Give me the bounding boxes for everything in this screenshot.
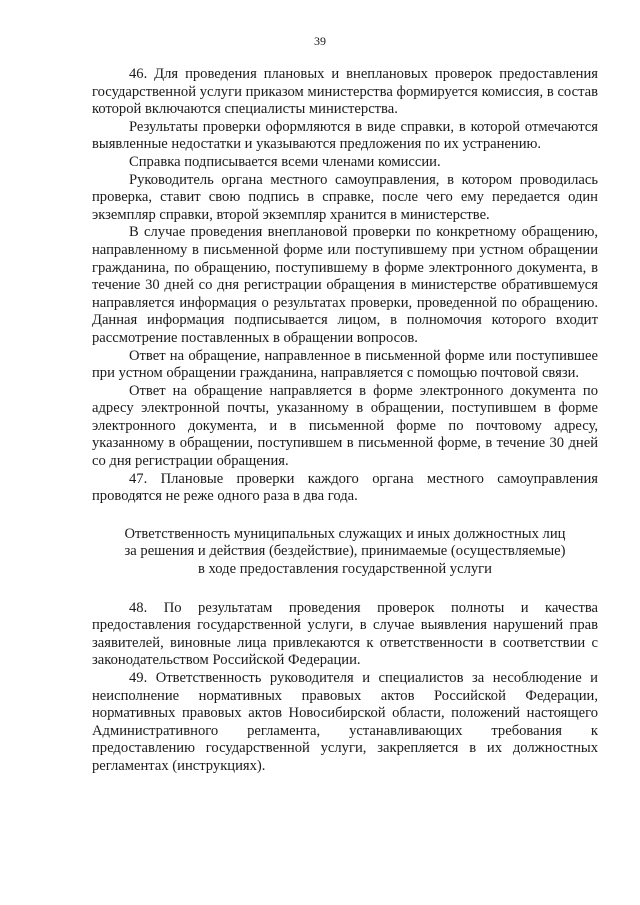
page-number: 39	[314, 34, 326, 48]
paragraph-postal-response: Ответ на обращение, направленное в письменной форме или поступившее при устном обращении гражданина, направляется с помощью почтовой связи.	[92, 347, 598, 382]
paragraph-47: 47. Плановые проверки каждого органа местного самоуправления проводятся не реже одного раза в два года.	[92, 470, 598, 505]
paragraph-46: 46. Для проведения плановых и внеплановых проверок предоставления государственной услуги приказом министерства формируется комиссия, в состав которой включаются специалисты министерства.	[92, 66, 598, 118]
paragraph-certificate-signed: Справка подписывается всеми членами комиссии.	[129, 153, 441, 170]
paragraph-48: 48. По результатам проведения проверок полноты и качества предоставления государственной услуги, в случае выявления нарушений прав заявителей, виновные лица привлекаются к ответственности в соответствии с законодательством Российской Федерации.	[92, 599, 598, 669]
paragraph-electronic-response: Ответ на обращение направляется в форме электронного документа по адресу электронной почты, указанному в обращении, поступившем в форме электронного документа, и в письменной форме по почтовому адресу, указанному в обращении, поступившем в письменной форме, в течение 30 дней со дня регистрации обращения.	[92, 382, 598, 470]
paragraph-49: 49. Ответственность руководителя и специалистов за несоблюдение и неисполнение нормативных правовых актов Российской Федерации, нормативных правовых актов Новосибирской области, положений настоящего Административного регламента, устанавливающих требования к предоставлению государственной услуги, закрепляется в их должностных регламентах (инструкциях).	[92, 670, 598, 774]
section-title: Ответственность муниципальных служащих и иных должностных лиц за решения и действия (бездействие), принимаемые (осуществляемые) в ходе предоставления государственной услуги	[124, 525, 566, 578]
paragraph-unscheduled-inspection: В случае проведения внеплановой проверки по конкретному обращению, направленному в письменной форме или поступившему при устном обращении гражданина, по обращению, поступившему в форме электронного документа, в течение 30 дней со дня регистрации обращения в министерстве обратившемуся направляется информация о результатах проверки, проведенной по обращению. Данная информация подписывается лицом, в полномочия которого входит рассмотрение поставленных в обращении вопросов.	[92, 224, 598, 346]
document-body	[92, 66, 598, 776]
paragraph-head-signature: Руководитель органа местного самоуправления, в котором проводилась проверка, ставит свою подпись в справке, после чего ему передается один экземпляр справки, второй экземпляр хранится в министерстве.	[92, 171, 598, 223]
paragraph-inspection-results: Результаты проверки оформляются в виде справки, в которой отмечаются выявленные недостатки и указываются предложения по их устранению.	[92, 118, 598, 153]
